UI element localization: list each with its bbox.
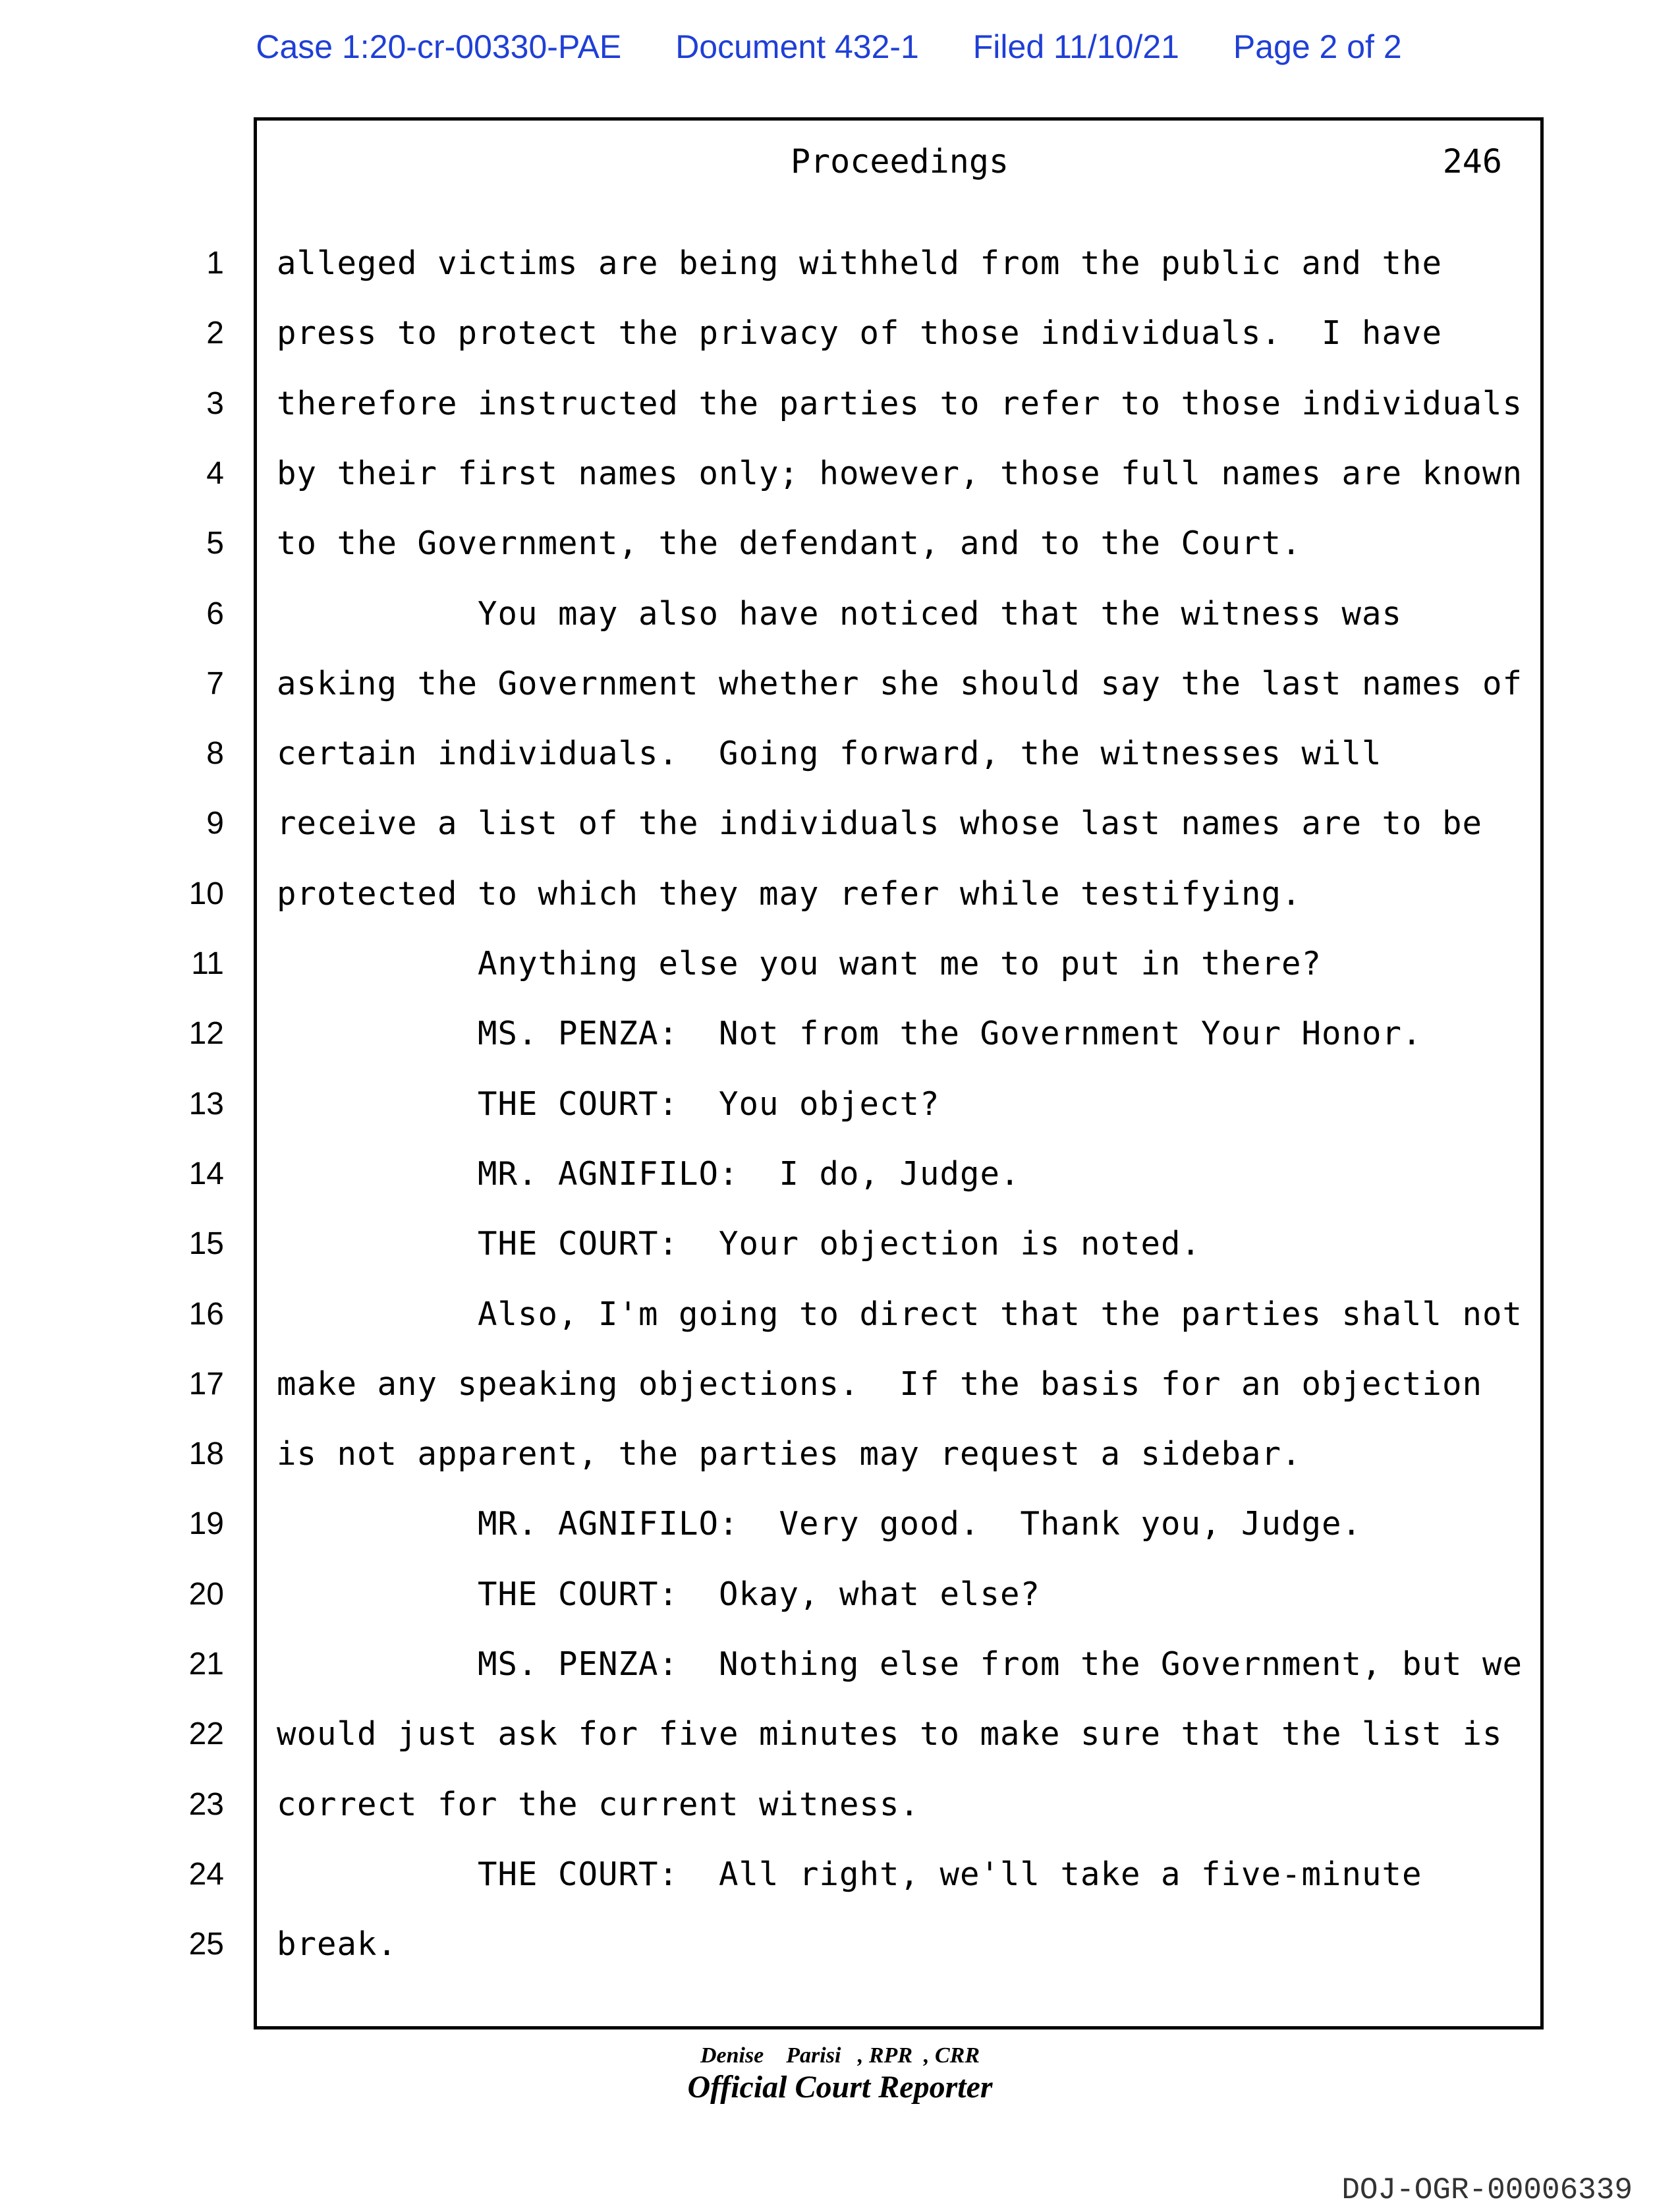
line-number: 17 <box>188 1366 224 1402</box>
line-number: 1 <box>206 246 224 281</box>
line-text: Anything else you want me to put in there? <box>277 945 1322 982</box>
line-text: MR. AGNIFILO: I do, Judge. <box>277 1154 1021 1193</box>
line-text: break. <box>277 1925 398 1964</box>
line-text: MR. AGNIFILO: Very good. Thank you, Judge. <box>277 1505 1362 1543</box>
line-text: correct for the current witness. <box>277 1785 920 1823</box>
line-text: THE COURT: Okay, what else? <box>277 1575 1041 1613</box>
line-text: press to protect the privacy of those individuals. I have <box>277 314 1443 353</box>
line-number: 8 <box>206 736 224 772</box>
line-number: 13 <box>188 1086 224 1121</box>
line-text: THE COURT: You object? <box>277 1085 940 1123</box>
line-number: 25 <box>188 1927 224 1962</box>
line-number: 18 <box>188 1436 224 1472</box>
ecf-case-number: Case 1:20-cr-00330-PAE <box>256 28 622 65</box>
ecf-filed-date: Filed 11/10/21 <box>972 28 1179 65</box>
transcript-page-number: 246 <box>1442 142 1502 181</box>
line-number: 12 <box>188 1016 224 1052</box>
line-text: asking the Government whether she should say the last names of <box>277 664 1523 702</box>
page-title-text: Proceedings <box>790 142 1009 181</box>
line-text: alleged victims are being withheld from the public and the <box>277 244 1443 282</box>
line-text: You may also have noticed that the witness was <box>277 594 1403 633</box>
line-number: 11 <box>191 946 224 981</box>
line-number: 15 <box>188 1226 224 1262</box>
ecf-page-count: Page 2 of 2 <box>1233 28 1402 65</box>
line-number: 14 <box>188 1156 224 1191</box>
page-title <box>790 137 1009 186</box>
line-number: 20 <box>188 1576 224 1612</box>
line-text: make any speaking objections. If the basis for an objection <box>277 1365 1483 1403</box>
line-text: to the Government, the defendant, and to the Court. <box>277 525 1302 563</box>
line-text: protected to which they may refer while testifying. <box>277 874 1302 913</box>
line-text: certain individuals. Going forward, the witnesses will <box>277 735 1382 773</box>
ecf-filing-header <box>0 28 1680 74</box>
line-number: 19 <box>188 1506 224 1542</box>
line-text: is not apparent, the parties may request a sidebar. <box>277 1435 1302 1473</box>
line-number: 10 <box>188 876 224 911</box>
line-text: Also, I'm going to direct that the parties shall not <box>277 1295 1523 1333</box>
line-text: would just ask for five minutes to make sure that the list is <box>277 1715 1503 1753</box>
line-number: 5 <box>206 526 224 561</box>
line-number: 23 <box>188 1786 224 1822</box>
line-number: 24 <box>188 1856 224 1892</box>
line-number: 22 <box>188 1716 224 1752</box>
line-number: 3 <box>206 385 224 421</box>
court-reporter-title: Official Court Reporter <box>687 2070 993 2105</box>
line-number: 4 <box>206 455 224 491</box>
court-reporter-name: Denise Parisi , RPR , CRR <box>700 2043 980 2068</box>
line-number: 21 <box>188 1647 224 1682</box>
line-text: MS. PENZA: Nothing else from the Government, but we <box>277 1645 1523 1683</box>
line-number: 9 <box>206 806 224 841</box>
line-text: THE COURT: Your objection is noted. <box>277 1225 1202 1263</box>
line-text: therefore instructed the parties to refer to those individuals <box>277 384 1523 422</box>
line-text: by their first names only; however, those full names are known <box>277 454 1523 492</box>
line-number: 16 <box>188 1296 224 1332</box>
line-number: 6 <box>206 596 224 631</box>
bates-number: DOJ-OGR-00006339 <box>1341 2173 1633 2207</box>
line-text: THE COURT: All right, we'll take a five-minute <box>277 1855 1422 1893</box>
line-number: 7 <box>206 666 224 701</box>
line-number: 2 <box>206 316 224 351</box>
line-text: MS. PENZA: Not from the Government Your Honor. <box>277 1015 1422 1053</box>
line-text: receive a list of the individuals whose last names are to be <box>277 805 1483 843</box>
ecf-document-number: Document 432-1 <box>675 28 919 65</box>
